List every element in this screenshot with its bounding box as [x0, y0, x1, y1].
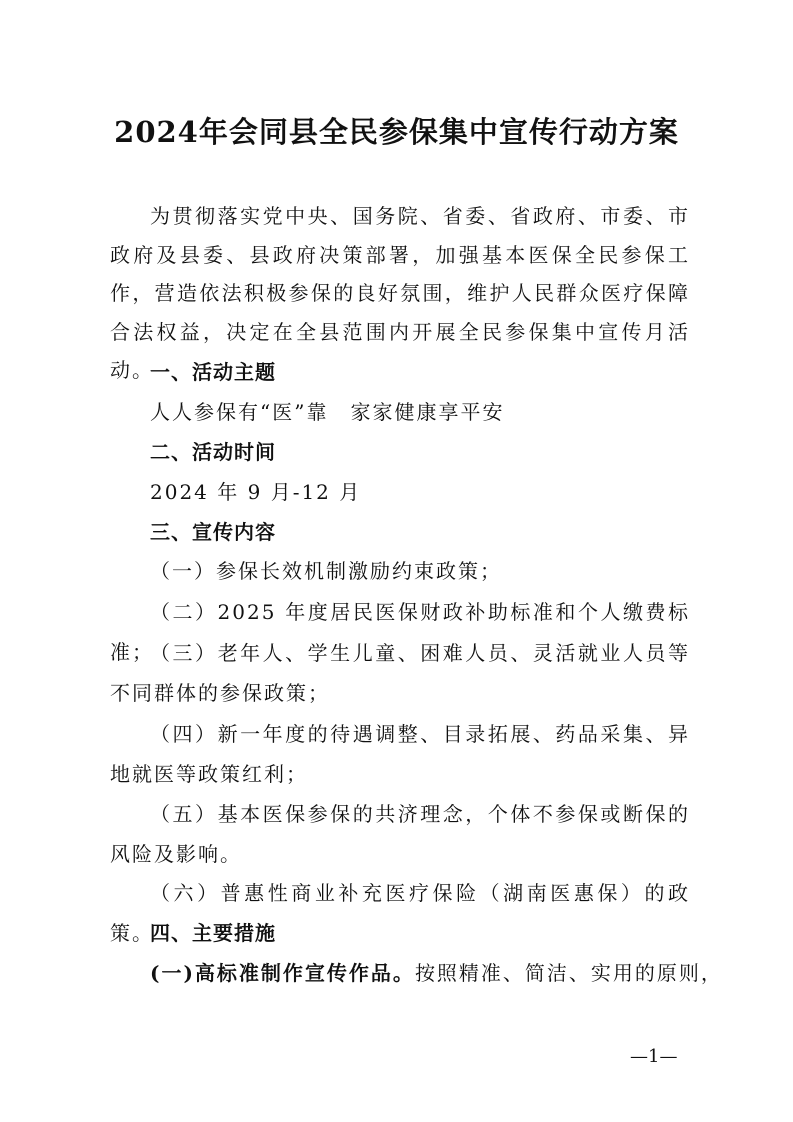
document-title: 2024年会同县全民参保集中宣传行动方案	[114, 115, 679, 149]
measure-1-lead: (一)高标准制作宣传作品。	[150, 961, 415, 985]
content-item-5: （五）基本医保参保的共济理念，个体不参保或断保的风险及影响。	[110, 802, 690, 866]
content-item-6: （六）普惠性商业补充医疗保险（湖南医惠保）的政策。	[110, 881, 690, 945]
measure-1	[150, 959, 723, 987]
content-item-2: （二）2025 年度居民医保财政补助标准和个人缴费标准；	[110, 600, 690, 664]
intro-paragraph: 为贯彻落实党中央、国务院、省委、省政府、市委、市政府及县委、县政府决策部署，加强基本医保全民参保工作，营造依法积极参保的良好氛围，维护人民群众医疗保障合法权益，决定在全县范围内开展全民参保集中宣传月活动。	[110, 204, 690, 382]
section-heading-content: 三、宣传内容	[150, 520, 276, 544]
measure-1-text: 按照精准、简洁、实用的原则，	[414, 961, 723, 985]
section-heading-measures: 四、主要措施	[150, 921, 276, 945]
time-text: 2024 年 9 月-12 月	[150, 480, 362, 504]
content-item-3: （三）老年人、学生儿童、困难人员、灵活就业人员等不同群体的参保政策；	[110, 641, 690, 705]
theme-text: 人人参保有“医”靠 家家健康享平安	[150, 400, 505, 424]
content-item-4: （四）新一年度的待遇调整、目录拓展、药品采集、异地就医等政策红利；	[110, 722, 690, 786]
page-number: —1—	[630, 1046, 678, 1067]
section-heading-theme: 一、活动主题	[150, 360, 276, 384]
content-item-1: （一）参保长效机制激励约束政策；	[150, 559, 502, 583]
section-heading-time: 二、活动时间	[150, 440, 276, 464]
